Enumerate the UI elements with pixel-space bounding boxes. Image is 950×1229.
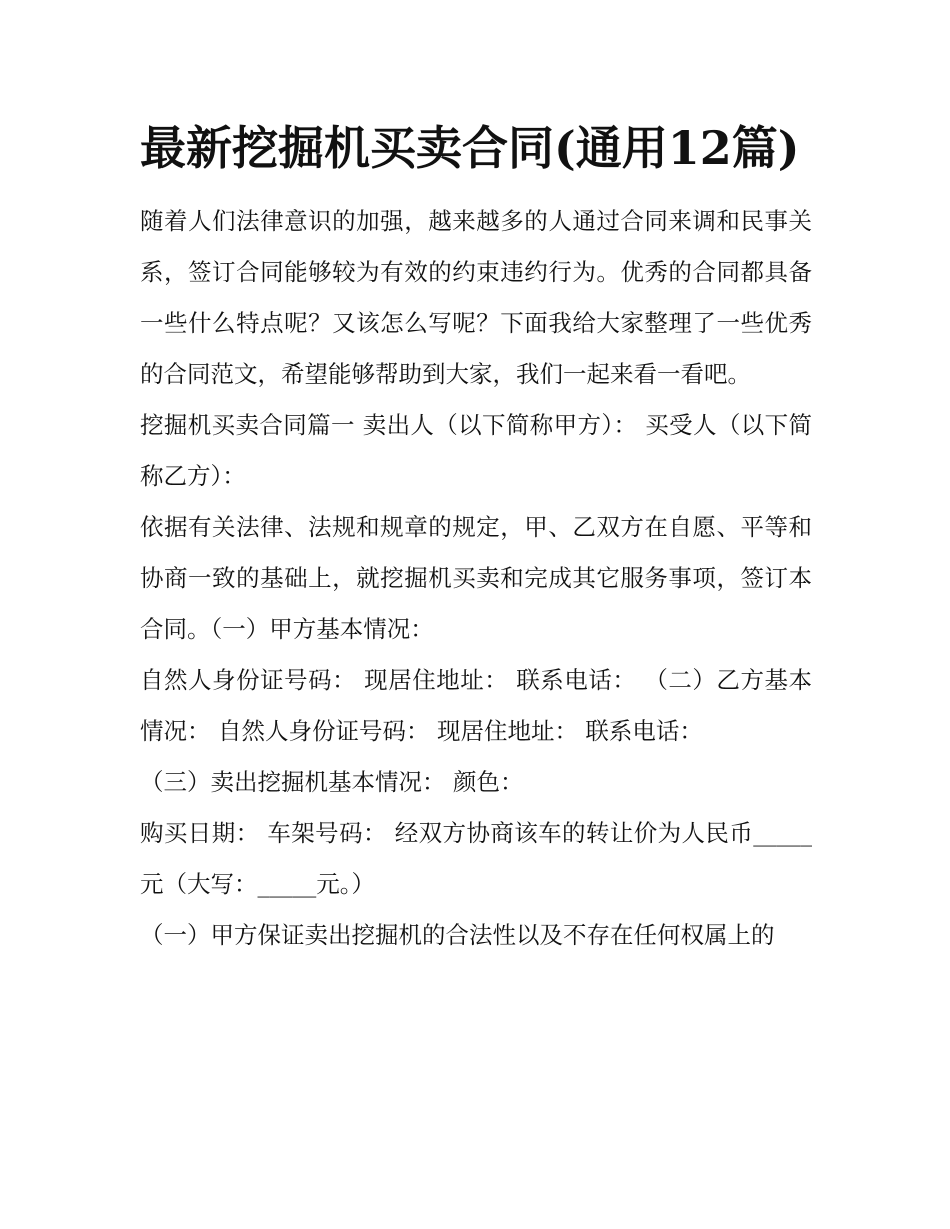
intro-paragraph: 随着人们法律意识的加强，越来越多的人通过合同来调和民事关系，签订合同能够较为有效的约束违约行为。优秀的合同都具备一些什么特点呢？又该怎么写呢？下面我给大家整理了一些优秀的合同范文，希望能够帮助到大家，我们一起来看一看吧。 <box>140 207 812 388</box>
document-title: 最新挖掘机买卖合同(通用12篇) <box>140 121 800 175</box>
price-paragraph: 购买日期： 车架号码： 经双方协商该车的转让价为人民币_____元（大写：_____元。） <box>140 819 812 898</box>
guarantee-paragraph: （一）甲方保证卖出挖掘机的合法性以及不存在任何权属上的 <box>140 921 775 949</box>
document-page <box>140 108 812 961</box>
party-info-paragraph: 自然人身份证号码： 现居住地址： 联系电话： （二）乙方基本情况： 自然人身份证号码： 现居住地址： 联系电话： <box>140 666 812 745</box>
basis-paragraph: 依据有关法律、法规和规章的规定，甲、乙双方在自愿、平等和协商一致的基础上，就挖掘机买卖和完成其它服务事项，签订本合同。（一）甲方基本情况： <box>140 513 812 643</box>
excavator-info-paragraph: （三）卖出挖掘机基本情况： 颜色： <box>140 768 524 796</box>
contract-parties-paragraph: 挖掘机买卖合同篇一 卖出人（以下简称甲方）： 买受人（以下简称乙方）： <box>140 411 812 490</box>
